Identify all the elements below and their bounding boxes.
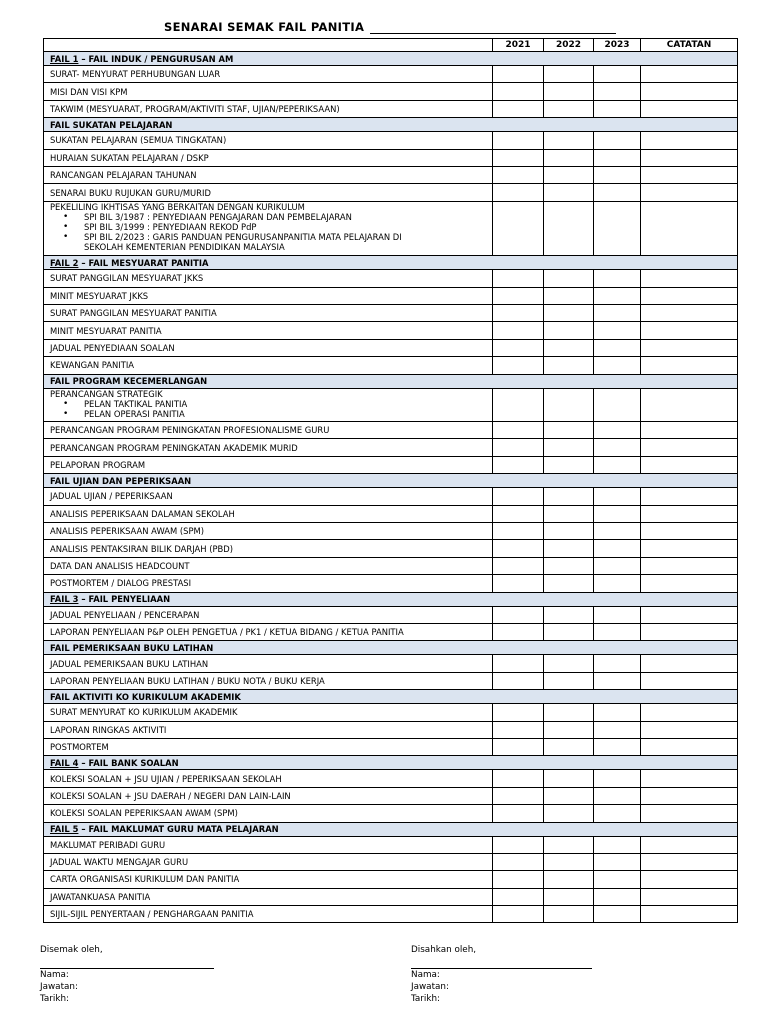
section-title: FAIL UJIAN DAN PEPERIKSAAN <box>50 475 192 486</box>
year-2021-cell[interactable] <box>493 100 544 117</box>
section-title: – FAIL INDUK / PENGURUSAN AM <box>78 53 234 64</box>
year-2023-cell[interactable] <box>594 305 641 322</box>
checklist-row <box>44 100 738 117</box>
year-2023-cell[interactable] <box>594 83 641 100</box>
checklist-sub-item-continued: SEKOLAH KEMENTERIAN PENDIDIKAN MALAYSIA <box>84 241 285 252</box>
year-2021-cell[interactable] <box>493 557 544 574</box>
checklist-item-label: PELAPORAN PROGRAM <box>44 456 493 473</box>
checklist-sub-list <box>50 399 489 419</box>
checklist-item-label: JADUAL PEMERIKSAAN BUKU LATIHAN <box>44 655 493 672</box>
header-catatan: CATATAN <box>641 39 738 52</box>
year-2021-cell[interactable] <box>493 523 544 540</box>
section-title: FAIL AKTIVITI KO KURIKULUM AKADEMIK <box>50 691 241 702</box>
catatan-cell[interactable] <box>641 100 738 117</box>
checklist-row <box>44 488 738 505</box>
checklist-item-label: POSTMORTEM / DIALOG PRESTASI <box>44 575 493 592</box>
catatan-cell[interactable] <box>641 787 738 804</box>
checklist-row <box>44 557 738 574</box>
catatan-cell[interactable] <box>641 184 738 201</box>
year-2021-cell[interactable] <box>493 439 544 456</box>
checklist-sub-item: • SPI BIL 3/1999 : PENYEDIAAN REKOD PdP <box>84 222 489 232</box>
checklist-item-label: JADUAL PENYELIAAN / PENCERAPAN <box>44 606 493 623</box>
approved-by-position-label: Jawatan: <box>411 982 449 992</box>
checklist-item-label: KEWANGAN PANITIA <box>44 357 493 374</box>
year-2022-cell[interactable] <box>544 805 594 822</box>
checklist-item-label: CARTA ORGANISASI KURIKULUM DAN PANITIA <box>44 871 493 888</box>
year-2023-cell[interactable] <box>594 738 641 755</box>
approved-by-name-label: Nama: <box>411 970 440 980</box>
checklist-row <box>44 888 738 905</box>
checklist-row <box>44 287 738 304</box>
year-2021-cell[interactable] <box>493 184 544 201</box>
section-header-row <box>44 690 738 704</box>
year-2022-cell[interactable] <box>544 439 594 456</box>
year-2023-cell[interactable] <box>594 888 641 905</box>
year-2021-cell[interactable] <box>493 132 544 149</box>
year-2021-cell[interactable] <box>493 305 544 322</box>
checklist-row <box>44 575 738 592</box>
year-2023-cell[interactable] <box>594 704 641 721</box>
year-2023-cell[interactable] <box>594 201 641 256</box>
checklist-item-label: DATA DAN ANALISIS HEADCOUNT <box>44 557 493 574</box>
year-2022-cell[interactable] <box>544 721 594 738</box>
year-2022-cell[interactable] <box>544 523 594 540</box>
checklist-row <box>44 871 738 888</box>
checklist-row <box>44 505 738 522</box>
section-header-row <box>44 756 738 770</box>
catatan-cell[interactable] <box>641 606 738 623</box>
checklist-item-label <box>44 201 493 256</box>
checklist-row <box>44 704 738 721</box>
checklist-row <box>44 339 738 356</box>
checklist-row <box>44 456 738 473</box>
year-2021-cell[interactable] <box>493 738 544 755</box>
catatan-cell[interactable] <box>641 270 738 287</box>
year-2023-cell[interactable] <box>594 906 641 923</box>
year-2022-cell[interactable] <box>544 422 594 439</box>
section-title-cell <box>44 52 738 66</box>
year-2022-cell[interactable] <box>544 836 594 853</box>
catatan-cell[interactable] <box>641 738 738 755</box>
catatan-cell[interactable] <box>641 357 738 374</box>
section-title-cell <box>44 822 738 836</box>
catatan-cell[interactable] <box>641 770 738 787</box>
year-2023-cell[interactable] <box>594 388 641 422</box>
section-title-cell <box>44 374 738 388</box>
section-title-cell <box>44 641 738 655</box>
year-2022-cell[interactable] <box>544 305 594 322</box>
year-2023-cell[interactable] <box>594 456 641 473</box>
year-2021-cell[interactable] <box>493 357 544 374</box>
section-title-cell <box>44 690 738 704</box>
checklist-item-label: SURAT- MENYURAT PERHUBUNGAN LUAR <box>44 66 493 83</box>
year-2022-cell[interactable] <box>544 505 594 522</box>
checklist-item-label: SIJIL-SIJIL PENYERTAAN / PENGHARGAAN PANITIA <box>44 906 493 923</box>
checklist-row <box>44 721 738 738</box>
year-2021-cell[interactable] <box>493 201 544 256</box>
catatan-cell[interactable] <box>641 149 738 166</box>
year-2023-cell[interactable] <box>594 575 641 592</box>
catatan-cell[interactable] <box>641 721 738 738</box>
year-2022-cell[interactable] <box>544 853 594 870</box>
year-2023-cell[interactable] <box>594 836 641 853</box>
year-2022-cell[interactable] <box>544 388 594 422</box>
checklist-item-label: PERANCANGAN PROGRAM PENINGKATAN PROFESIONALISME GURU <box>44 422 493 439</box>
year-2022-cell[interactable] <box>544 606 594 623</box>
checklist-item-label: SURAT PANGGILAN MESYUARAT JKKS <box>44 270 493 287</box>
checklist-row <box>44 166 738 183</box>
catatan-cell[interactable] <box>641 388 738 422</box>
section-prefix: FAIL 4 <box>50 757 79 768</box>
year-2022-cell[interactable] <box>544 655 594 672</box>
checklist-item-label: LAPORAN PENYELIAAN P&P OLEH PENGETUA / PK1 / KETUA BIDANG / KETUA PANITIA <box>44 623 493 640</box>
year-2022-cell[interactable] <box>544 704 594 721</box>
checklist-item-label: JADUAL WAKTU MENGAJAR GURU <box>44 853 493 870</box>
year-2021-cell[interactable] <box>493 606 544 623</box>
year-2022-cell[interactable] <box>544 488 594 505</box>
checklist-item-label: ANALISIS PENTAKSIRAN BILIK DARJAH (PBD) <box>44 540 493 557</box>
year-2021-cell[interactable] <box>493 888 544 905</box>
checklist-item-label: MISI DAN VISI KPM <box>44 83 493 100</box>
checklist-row <box>44 270 738 287</box>
checklist-sub-item: • PELAN OPERASI PANITIA <box>84 409 489 419</box>
section-header-row <box>44 822 738 836</box>
year-2022-cell[interactable] <box>544 339 594 356</box>
checklist-item-heading: PEKELILING IKHTISAS YANG BERKAITAN DENGAN KURIKULUM <box>50 201 305 212</box>
year-2022-cell[interactable] <box>544 132 594 149</box>
catatan-cell[interactable] <box>641 523 738 540</box>
year-2022-cell[interactable] <box>544 66 594 83</box>
year-2021-cell[interactable] <box>493 287 544 304</box>
section-prefix: FAIL 1 <box>50 53 79 64</box>
checklist-row <box>44 805 738 822</box>
reviewed-by-position-label: Jawatan: <box>40 982 78 992</box>
year-2021-cell[interactable] <box>493 149 544 166</box>
year-2023-cell[interactable] <box>594 287 641 304</box>
catatan-cell[interactable] <box>641 322 738 339</box>
year-2021-cell[interactable] <box>493 422 544 439</box>
section-title: – FAIL BANK SOALAN <box>78 757 179 768</box>
year-2022-cell[interactable] <box>544 100 594 117</box>
catatan-cell[interactable] <box>641 557 738 574</box>
section-title: FAIL SUKATAN PELAJARAN <box>50 119 173 130</box>
checklist-item-label: MAKLUMAT PERIBADI GURU <box>44 836 493 853</box>
year-2022-cell[interactable] <box>544 201 594 256</box>
checklist-row <box>44 149 738 166</box>
catatan-cell[interactable] <box>641 540 738 557</box>
year-2023-cell[interactable] <box>594 655 641 672</box>
checklist-sub-list <box>50 212 489 242</box>
section-prefix: FAIL 2 <box>50 257 79 268</box>
year-2021-cell[interactable] <box>493 540 544 557</box>
year-2023-cell[interactable] <box>594 787 641 804</box>
year-2023-cell[interactable] <box>594 132 641 149</box>
checklist-row <box>44 357 738 374</box>
year-2023-cell[interactable] <box>594 270 641 287</box>
year-2023-cell[interactable] <box>594 505 641 522</box>
section-title-cell <box>44 592 738 606</box>
catatan-cell[interactable] <box>641 836 738 853</box>
year-2023-cell[interactable] <box>594 805 641 822</box>
section-title-cell <box>44 474 738 488</box>
year-2021-cell[interactable] <box>493 672 544 689</box>
year-2021-cell[interactable] <box>493 906 544 923</box>
checklist-item-label: MINIT MESYUARAT JKKS <box>44 287 493 304</box>
year-2021-cell[interactable] <box>493 704 544 721</box>
checklist-item-label: PERANCANGAN PROGRAM PENINGKATAN AKADEMIK MURID <box>44 439 493 456</box>
section-header-row <box>44 592 738 606</box>
year-2021-cell[interactable] <box>493 575 544 592</box>
checklist-row <box>44 388 738 422</box>
year-2022-cell[interactable] <box>544 184 594 201</box>
year-2021-cell[interactable] <box>493 505 544 522</box>
year-2021-cell[interactable] <box>493 623 544 640</box>
checklist-item-label: ANALISIS PEPERIKSAAN DALAMAN SEKOLAH <box>44 505 493 522</box>
year-2022-cell[interactable] <box>544 557 594 574</box>
section-title: FAIL PEMERIKSAAN BUKU LATIHAN <box>50 642 214 653</box>
approved-by-date-label: Tarikh: <box>411 994 441 1004</box>
checklist-item-label: SUKATAN PELAJARAN (SEMUA TINGKATAN) <box>44 132 493 149</box>
catatan-cell[interactable] <box>641 575 738 592</box>
checklist-item-label: HURAIAN SUKATAN PELAJARAN / DSKP <box>44 149 493 166</box>
checklist-item-label: TAKWIM (MESYUARAT, PROGRAM/AKTIVITI STAF, UJIAN/PEPERIKSAAN) <box>44 100 493 117</box>
checklist-row <box>44 655 738 672</box>
section-header-row <box>44 641 738 655</box>
reviewed-by-label: Disemak oleh, <box>40 945 103 955</box>
approved-by-label: Disahkan oleh, <box>411 945 477 955</box>
checklist-row <box>44 906 738 923</box>
section-prefix: FAIL 5 <box>50 824 79 834</box>
catatan-cell[interactable] <box>641 456 738 473</box>
catatan-cell[interactable] <box>641 672 738 689</box>
year-2021-cell[interactable] <box>493 166 544 183</box>
catatan-cell[interactable] <box>641 66 738 83</box>
year-2023-cell[interactable] <box>594 557 641 574</box>
checklist-item-label: RANCANGAN PELAJARAN TAHUNAN <box>44 166 493 183</box>
checklist-row <box>44 422 738 439</box>
checklist-item-label: JADUAL UJIAN / PEPERIKSAAN <box>44 488 493 505</box>
checklist-row <box>44 132 738 149</box>
catatan-cell[interactable] <box>641 305 738 322</box>
checklist-row <box>44 787 738 804</box>
section-header-row <box>44 256 738 270</box>
year-2023-cell[interactable] <box>594 488 641 505</box>
catatan-cell[interactable] <box>641 488 738 505</box>
year-2022-cell[interactable] <box>544 787 594 804</box>
checklist-row <box>44 184 738 201</box>
year-2022-cell[interactable] <box>544 770 594 787</box>
year-2023-cell[interactable] <box>594 523 641 540</box>
checklist-sub-item: • SPI BIL 2/2023 : GARIS PANDUAN PENGURUSANPANITIA MATA PELAJARAN DI <box>84 232 489 242</box>
header-blank <box>44 39 493 52</box>
year-2023-cell[interactable] <box>594 606 641 623</box>
year-2022-cell[interactable] <box>544 540 594 557</box>
checklist-item-label: JADUAL PENYEDIAAN SOALAN <box>44 339 493 356</box>
checklist-item-heading: PERANCANGAN STRATEGIK <box>50 388 163 399</box>
year-2021-cell[interactable] <box>493 836 544 853</box>
year-2021-cell[interactable] <box>493 871 544 888</box>
checklist-row <box>44 439 738 456</box>
checklist-item-label: SURAT MENYURAT KO KURIKULUM AKADEMIK <box>44 704 493 721</box>
checklist-item-label <box>44 388 493 422</box>
checklist-item-label: JAWATANKUASA PANITIA <box>44 888 493 905</box>
checklist-row <box>44 201 738 256</box>
checklist-row <box>44 738 738 755</box>
year-2023-cell[interactable] <box>594 100 641 117</box>
checklist-row <box>44 322 738 339</box>
year-2021-cell[interactable] <box>493 339 544 356</box>
year-2022-cell[interactable] <box>544 888 594 905</box>
section-header-row <box>44 52 738 66</box>
year-2023-cell[interactable] <box>594 422 641 439</box>
year-2023-cell[interactable] <box>594 66 641 83</box>
year-2023-cell[interactable] <box>594 672 641 689</box>
year-2023-cell[interactable] <box>594 322 641 339</box>
catatan-cell[interactable] <box>641 505 738 522</box>
checklist-row <box>44 836 738 853</box>
catatan-cell[interactable] <box>641 906 738 923</box>
catatan-cell[interactable] <box>641 655 738 672</box>
checklist-sub-item: • SPI BIL 3/1987 : PENYEDIAAN PENGAJARAN DAN PEMBELAJARAN <box>84 212 489 222</box>
checklist-row <box>44 540 738 557</box>
year-2023-cell[interactable] <box>594 623 641 640</box>
year-2022-cell[interactable] <box>544 270 594 287</box>
section-title-cell <box>44 256 738 270</box>
year-2021-cell[interactable] <box>493 770 544 787</box>
reviewed-by-name-label: Nama: <box>40 970 69 980</box>
section-title: – FAIL MAKLUMAT GURU MATA PELAJARAN <box>78 824 279 834</box>
year-2022-cell[interactable] <box>544 456 594 473</box>
header-year-2022: 2022 <box>544 39 594 52</box>
checklist-item-label: LAPORAN PENYELIAAN BUKU LATIHAN / BUKU NOTA / BUKU KERJA <box>44 672 493 689</box>
catatan-cell[interactable] <box>641 853 738 870</box>
year-2021-cell[interactable] <box>493 322 544 339</box>
catatan-cell[interactable] <box>641 201 738 256</box>
year-2022-cell[interactable] <box>544 357 594 374</box>
year-2023-cell[interactable] <box>594 439 641 456</box>
catatan-cell[interactable] <box>641 83 738 100</box>
year-2021-cell[interactable] <box>493 66 544 83</box>
year-2021-cell[interactable] <box>493 456 544 473</box>
year-2021-cell[interactable] <box>493 721 544 738</box>
year-2022-cell[interactable] <box>544 906 594 923</box>
year-2023-cell[interactable] <box>594 357 641 374</box>
year-2022-cell[interactable] <box>544 322 594 339</box>
year-2023-cell[interactable] <box>594 871 641 888</box>
section-title-cell <box>44 118 738 132</box>
year-2021-cell[interactable] <box>493 787 544 804</box>
year-2022-cell[interactable] <box>544 575 594 592</box>
catatan-cell[interactable] <box>641 704 738 721</box>
year-2023-cell[interactable] <box>594 770 641 787</box>
checklist-body <box>44 39 738 923</box>
year-2021-cell[interactable] <box>493 805 544 822</box>
year-2022-cell[interactable] <box>544 738 594 755</box>
catatan-cell[interactable] <box>641 422 738 439</box>
checklist-item-label: KOLEKSI SOALAN + JSU UJIAN / PEPERIKSAAN SEKOLAH <box>44 770 493 787</box>
catatan-cell[interactable] <box>641 623 738 640</box>
year-2021-cell[interactable] <box>493 853 544 870</box>
checklist-row <box>44 66 738 83</box>
year-2023-cell[interactable] <box>594 853 641 870</box>
section-prefix: FAIL 3 <box>50 594 79 605</box>
section-header-row <box>44 474 738 488</box>
year-2023-cell[interactable] <box>594 149 641 166</box>
checklist-item-label: ANALISIS PEPERIKSAAN AWAM (SPM) <box>44 523 493 540</box>
checklist-item-label: MINIT MESYUARAT PANITIA <box>44 322 493 339</box>
section-header-row <box>44 118 738 132</box>
year-2022-cell[interactable] <box>544 149 594 166</box>
checklist-row <box>44 623 738 640</box>
header-year-2021: 2021 <box>493 39 544 52</box>
year-2021-cell[interactable] <box>493 83 544 100</box>
checklist-row <box>44 305 738 322</box>
year-2021-cell[interactable] <box>493 388 544 422</box>
checklist-sub-item: • PELAN TAKTIKAL PANITIA <box>84 399 489 409</box>
year-2022-cell[interactable] <box>544 623 594 640</box>
catatan-cell[interactable] <box>641 439 738 456</box>
year-2023-cell[interactable] <box>594 540 641 557</box>
catatan-cell[interactable] <box>641 888 738 905</box>
checklist-row <box>44 83 738 100</box>
section-title: – FAIL PENYELIAAN <box>78 594 171 605</box>
reviewed-by-date-label: Tarikh: <box>40 994 70 1004</box>
checklist-item-label: SURAT PANGGILAN MESYUARAT PANITIA <box>44 305 493 322</box>
catatan-cell[interactable] <box>641 871 738 888</box>
year-2022-cell[interactable] <box>544 672 594 689</box>
table-header-row <box>44 39 738 52</box>
section-title: FAIL PROGRAM KECEMERLANGAN <box>50 376 208 387</box>
title-fill-line <box>370 33 616 34</box>
catatan-cell[interactable] <box>641 166 738 183</box>
catatan-cell[interactable] <box>641 287 738 304</box>
checklist-row <box>44 770 738 787</box>
year-2023-cell[interactable] <box>594 339 641 356</box>
year-2022-cell[interactable] <box>544 166 594 183</box>
checklist-row <box>44 606 738 623</box>
year-2022-cell[interactable] <box>544 871 594 888</box>
section-title: – FAIL MESYUARAT PANITIA <box>78 257 209 268</box>
checklist-item-label: SENARAI BUKU RUJUKAN GURU/MURID <box>44 184 493 201</box>
checklist-table <box>43 38 738 923</box>
document-title: SENARAI SEMAK FAIL PANITIA <box>164 20 365 34</box>
checklist-row <box>44 523 738 540</box>
year-2021-cell[interactable] <box>493 270 544 287</box>
checklist-row <box>44 853 738 870</box>
checklist-item-label: POSTMORTEM <box>44 738 493 755</box>
year-2021-cell[interactable] <box>493 488 544 505</box>
document-title-block <box>0 20 768 36</box>
header-year-2023: 2023 <box>594 39 641 52</box>
section-title-cell <box>44 756 738 770</box>
catatan-cell[interactable] <box>641 805 738 822</box>
catatan-cell[interactable] <box>641 339 738 356</box>
checklist-item-label: KOLEKSI SOALAN + JSU DAERAH / NEGERI DAN LAIN-LAIN <box>44 787 493 804</box>
catatan-cell[interactable] <box>641 132 738 149</box>
checklist-item-label: KOLEKSI SOALAN PEPERIKSAAN AWAM (SPM) <box>44 805 493 822</box>
section-header-row <box>44 374 738 388</box>
year-2023-cell[interactable] <box>594 721 641 738</box>
year-2022-cell[interactable] <box>544 287 594 304</box>
year-2023-cell[interactable] <box>594 166 641 183</box>
year-2023-cell[interactable] <box>594 184 641 201</box>
year-2021-cell[interactable] <box>493 655 544 672</box>
year-2022-cell[interactable] <box>544 83 594 100</box>
checklist-row <box>44 672 738 689</box>
checklist-item-label: LAPORAN RINGKAS AKTIVITI <box>44 721 493 738</box>
